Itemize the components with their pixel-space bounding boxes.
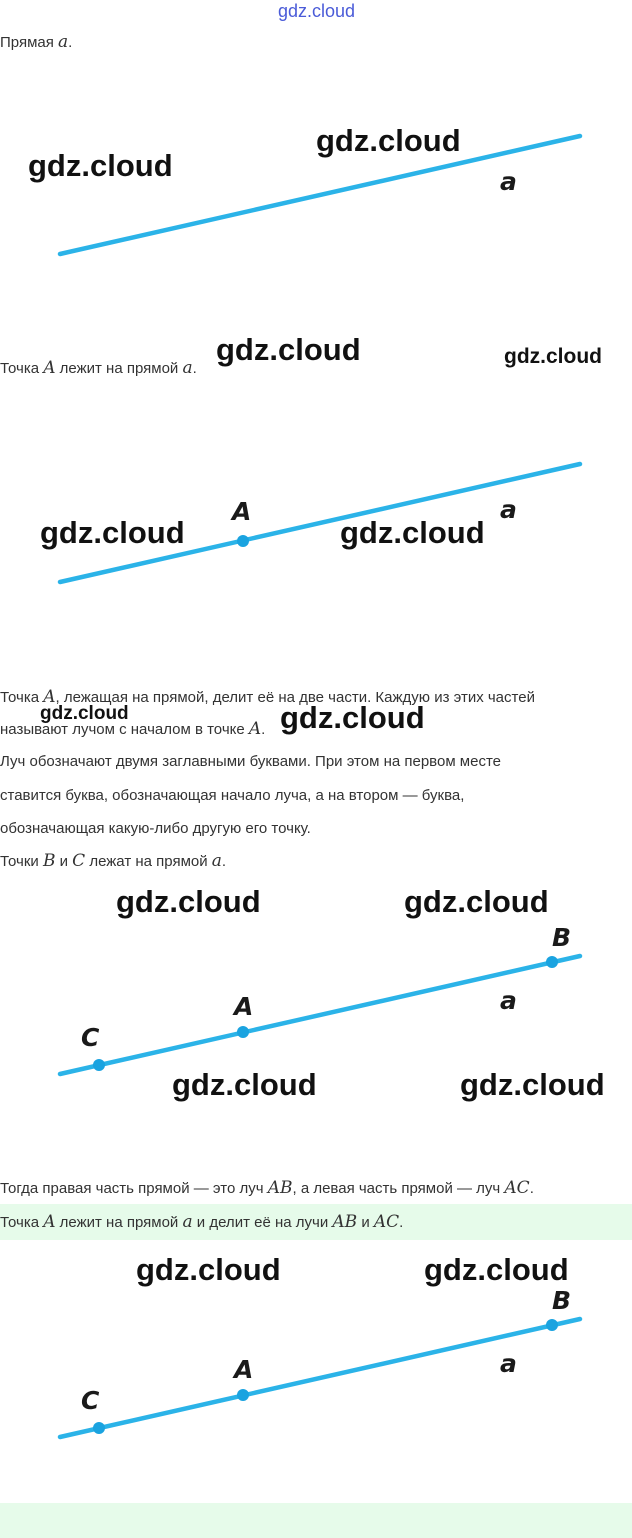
point-C: [93, 1059, 105, 1071]
math-AB: AB: [267, 1178, 293, 1198]
watermark: gdz.cloud: [28, 148, 173, 183]
paragraph-points-b-c: [0, 850, 226, 873]
paragraph-line-a: [0, 31, 72, 54]
watermark: gdz.cloud: [40, 515, 185, 550]
math-AC: AC: [373, 1212, 400, 1232]
point-A: [237, 535, 249, 547]
watermark: gdz.cloud: [504, 345, 602, 368]
math-AC: AC: [504, 1178, 530, 1198]
text: , а левая часть прямой — луч: [292, 1180, 505, 1197]
math-AB: AB: [332, 1212, 358, 1232]
paragraph-rule: [0, 1211, 403, 1234]
text-end: .: [261, 721, 266, 738]
watermark-top: gdz.cloud: [278, 1, 356, 21]
text: лежат на прямой: [85, 853, 212, 870]
text: , лежащая на прямой, делит её на две части. Каждую из этих частей: [55, 689, 535, 706]
point-C: [93, 1422, 105, 1434]
figure-rays-ab-ac: [0, 1282, 632, 1452]
text: и: [357, 1214, 374, 1231]
text: Точка: [0, 1214, 44, 1231]
label-a: a: [500, 986, 517, 1015]
watermark: gdz.cloud: [340, 515, 485, 550]
math-a: a: [211, 851, 222, 871]
text: Точка: [0, 689, 44, 706]
point-B: [546, 1319, 558, 1331]
text-end: .: [192, 360, 197, 377]
label-A: A: [234, 1355, 254, 1384]
line-a: [60, 956, 580, 1074]
math-a: a: [58, 32, 69, 52]
math-A: A: [43, 687, 56, 707]
paragraph-point-a-on-line: [0, 357, 197, 380]
text-end: .: [399, 1214, 404, 1231]
math-A: A: [248, 719, 262, 739]
point-B: [546, 956, 558, 968]
watermark: gdz.cloud: [280, 700, 425, 735]
text: и делит её на лучи: [192, 1214, 333, 1231]
math-A: A: [43, 1212, 56, 1232]
watermark: gdz.cloud: [424, 1252, 569, 1287]
text: и: [55, 853, 73, 870]
label-a: a: [500, 495, 517, 524]
math-a: a: [182, 358, 193, 378]
label-C: C: [81, 1023, 100, 1052]
watermark: gdz.cloud: [40, 703, 129, 724]
paragraph-ray-notation-line1: Луч обозначают двумя заглавными буквами. При этом на первом месте: [0, 753, 501, 770]
watermark: gdz.cloud: [136, 1252, 281, 1287]
label-B: B: [552, 1286, 572, 1315]
text-end: .: [68, 34, 73, 51]
label-C: C: [81, 1386, 100, 1415]
watermark: gdz.cloud: [460, 1067, 605, 1102]
paragraph-rays-ab-ac: [0, 1177, 534, 1200]
text-end: .: [529, 1180, 534, 1197]
figure-points-c-a-b: [0, 920, 632, 1090]
text: Прямая: [0, 34, 59, 51]
watermark: gdz.cloud: [316, 123, 461, 158]
paragraph-ray-notation-line3: обозначающая какую-либо другую его точку.: [0, 820, 311, 837]
math-A: A: [43, 358, 56, 378]
paragraph-ray-notation-line2: ставится буква, обозначающая начало луча, а на втором — буква,: [0, 787, 465, 804]
watermark: gdz.cloud: [404, 884, 549, 919]
text: Точки: [0, 853, 43, 870]
point-A: [237, 1026, 249, 1038]
watermark: gdz.cloud: [116, 884, 261, 919]
text: Тогда правая часть прямой — это луч: [0, 1180, 268, 1197]
label-a: a: [500, 1349, 517, 1378]
text: Точка: [0, 360, 44, 377]
math-B: B: [42, 851, 56, 871]
label-A: A: [232, 497, 252, 526]
label-A: A: [234, 992, 254, 1021]
text: называют лучом с началом в точке: [0, 721, 249, 738]
math-a: a: [182, 1212, 193, 1232]
point-A: [237, 1389, 249, 1401]
text: лежит на прямой: [55, 1214, 183, 1231]
math-C: C: [72, 851, 86, 871]
watermark: gdz.cloud: [216, 332, 361, 367]
label-B: B: [552, 923, 572, 952]
label-a: a: [500, 167, 517, 196]
text: лежит на прямой: [55, 360, 183, 377]
highlight-box-bottom: [0, 1503, 632, 1538]
watermark: gdz.cloud: [172, 1067, 317, 1102]
text-end: .: [221, 853, 227, 870]
line-a: [60, 1319, 580, 1437]
